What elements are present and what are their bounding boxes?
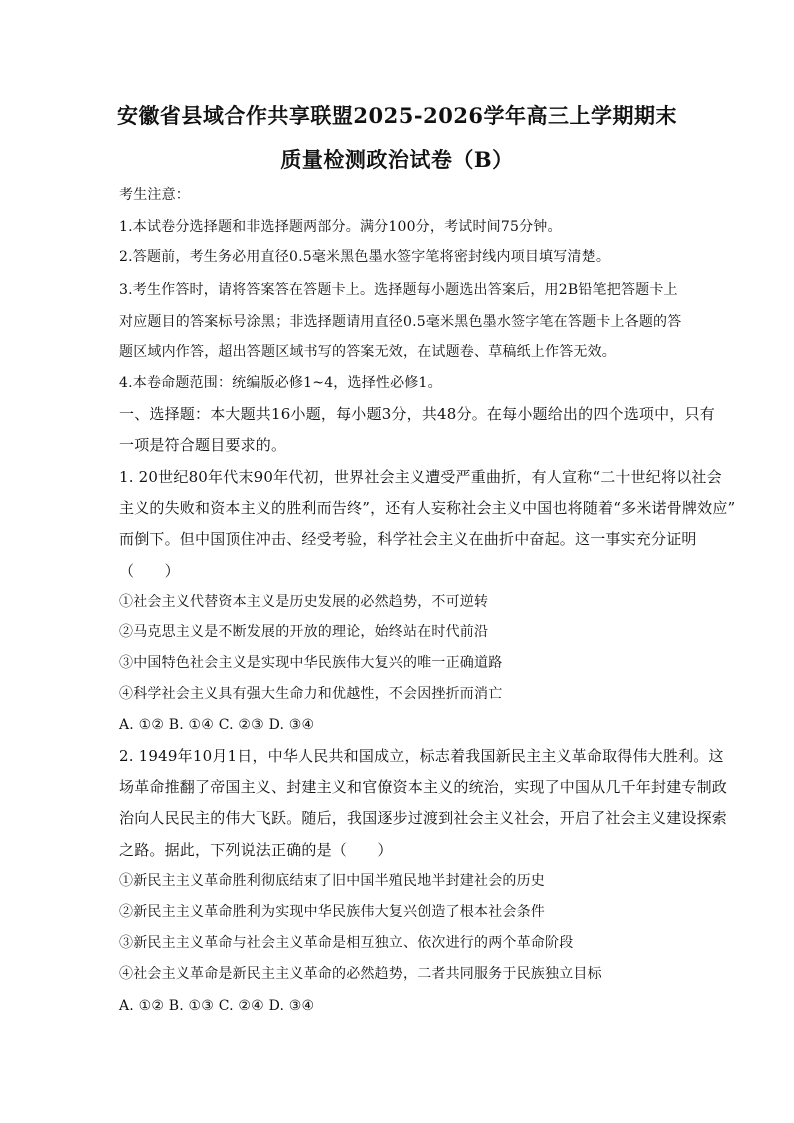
question-1-stem-line-3: 而倒下。但中国顶住冲击、经受考验，科学社会主义在曲折中奋起。这一事实充分证明	[119, 530, 697, 548]
notice-item-3-line-3: 题区域内作答，超出答题区域书写的答案无效，在试题卷、草稿纸上作答无效。	[119, 344, 616, 360]
section-1-instructions-line-2: 一项是符合题目要求的。	[119, 436, 287, 454]
question-2-option-1: ①新民主主义革命胜利彻底结束了旧中国半殖民地半封建社会的历史	[119, 873, 545, 889]
question-2-option-4: ④社会主义革命是新民主主义革命的必然趋势，二者共同服务于民族独立目标	[119, 966, 602, 982]
notice-item-3-line-2: 对应题目的答案标号涂黑；非选择题请用直径0.5毫米黑色墨水签字笔在答题卡上各题的答	[119, 314, 682, 330]
question-1-option-4: ④科学社会主义具有强大生命力和优越性，不会因挫折而消亡	[119, 686, 503, 702]
question-2-option-3: ③新民主主义革命与社会主义革命是相互独立、依次进行的两个革命阶段	[119, 935, 574, 951]
notice-item-3-line-1: 3.考生作答时，请将答案答在答题卡上。选择题每小题选出答案后，用2B铅笔把答题卡上	[119, 282, 678, 298]
question-1-option-1: ①社会主义代替资本主义是历史发展的必然趋势，不可逆转	[119, 594, 489, 610]
notice-item-1: 1.本试卷分选择题和非选择题两部分。满分100分，考试时间75分钟。	[119, 219, 562, 235]
question-1-stem-line-4: （ ）	[119, 562, 180, 580]
notice-label: 考生注意：	[119, 187, 190, 203]
question-1-option-3: ③中国特色社会主义是实现中华民族伟大复兴的唯一正确道路	[119, 655, 503, 671]
question-2-option-2: ②新民主主义革命胜利为实现中华民族伟大复兴创造了根本社会条件	[119, 904, 545, 920]
question-2-stem-line-1: 2. 1949年10月1日，中华人民共和国成立，标志着我国新民主主义革命取得伟大胜利。这	[119, 747, 724, 765]
question-1-stem-line-2: 主义的失败和资本主义的胜利而告终”，还有人妄称社会主义中国也将随着“多米诺骨牌效应”	[119, 499, 736, 517]
question-1-answer-choices: A. ①② B. ①④ C. ②③ D. ③④	[119, 717, 315, 733]
question-2-stem-line-4: 之路。据此，下列说法正确的是（ ）	[119, 841, 393, 859]
question-2-answer-choices: A. ①② B. ①③ C. ②④ D. ③④	[119, 998, 315, 1014]
notice-item-4: 4.本卷命题范围：统编版必修1~4，选择性必修1。	[119, 375, 442, 391]
notice-item-2: 2.答题前，考生务必用直径0.5毫米黑色墨水签字笔将密封线内项目填写清楚。	[119, 249, 611, 265]
exam-title-line-1: 安徽省县域合作共享联盟2025-2026学年高三上学期期末	[116, 103, 678, 128]
section-1-instructions-line-1: 一、选择题：本大题共16小题，每小题3分，共48分。在每小题给出的四个选项中，只有	[119, 405, 715, 423]
question-2-stem-line-2: 场革命推翻了帝国主义、封建主义和官僚资本主义的统治，实现了中国从几千年封建专制政	[119, 778, 728, 796]
question-1-option-2: ②马克思主义是不断发展的开放的理论，始终站在时代前沿	[119, 624, 489, 640]
question-2-stem-line-3: 治向人民民主的伟大飞跃。随后，我国逐步过渡到社会主义社会，开启了社会主义建设探索	[119, 809, 728, 827]
exam-title-line-2: 质量检测政治试卷（B）	[280, 147, 514, 172]
question-1-stem-line-1: 1. 20世纪80年代末90年代初，世界社会主义遭受严重曲折，有人宣称“二十世纪将以社会	[119, 468, 722, 486]
